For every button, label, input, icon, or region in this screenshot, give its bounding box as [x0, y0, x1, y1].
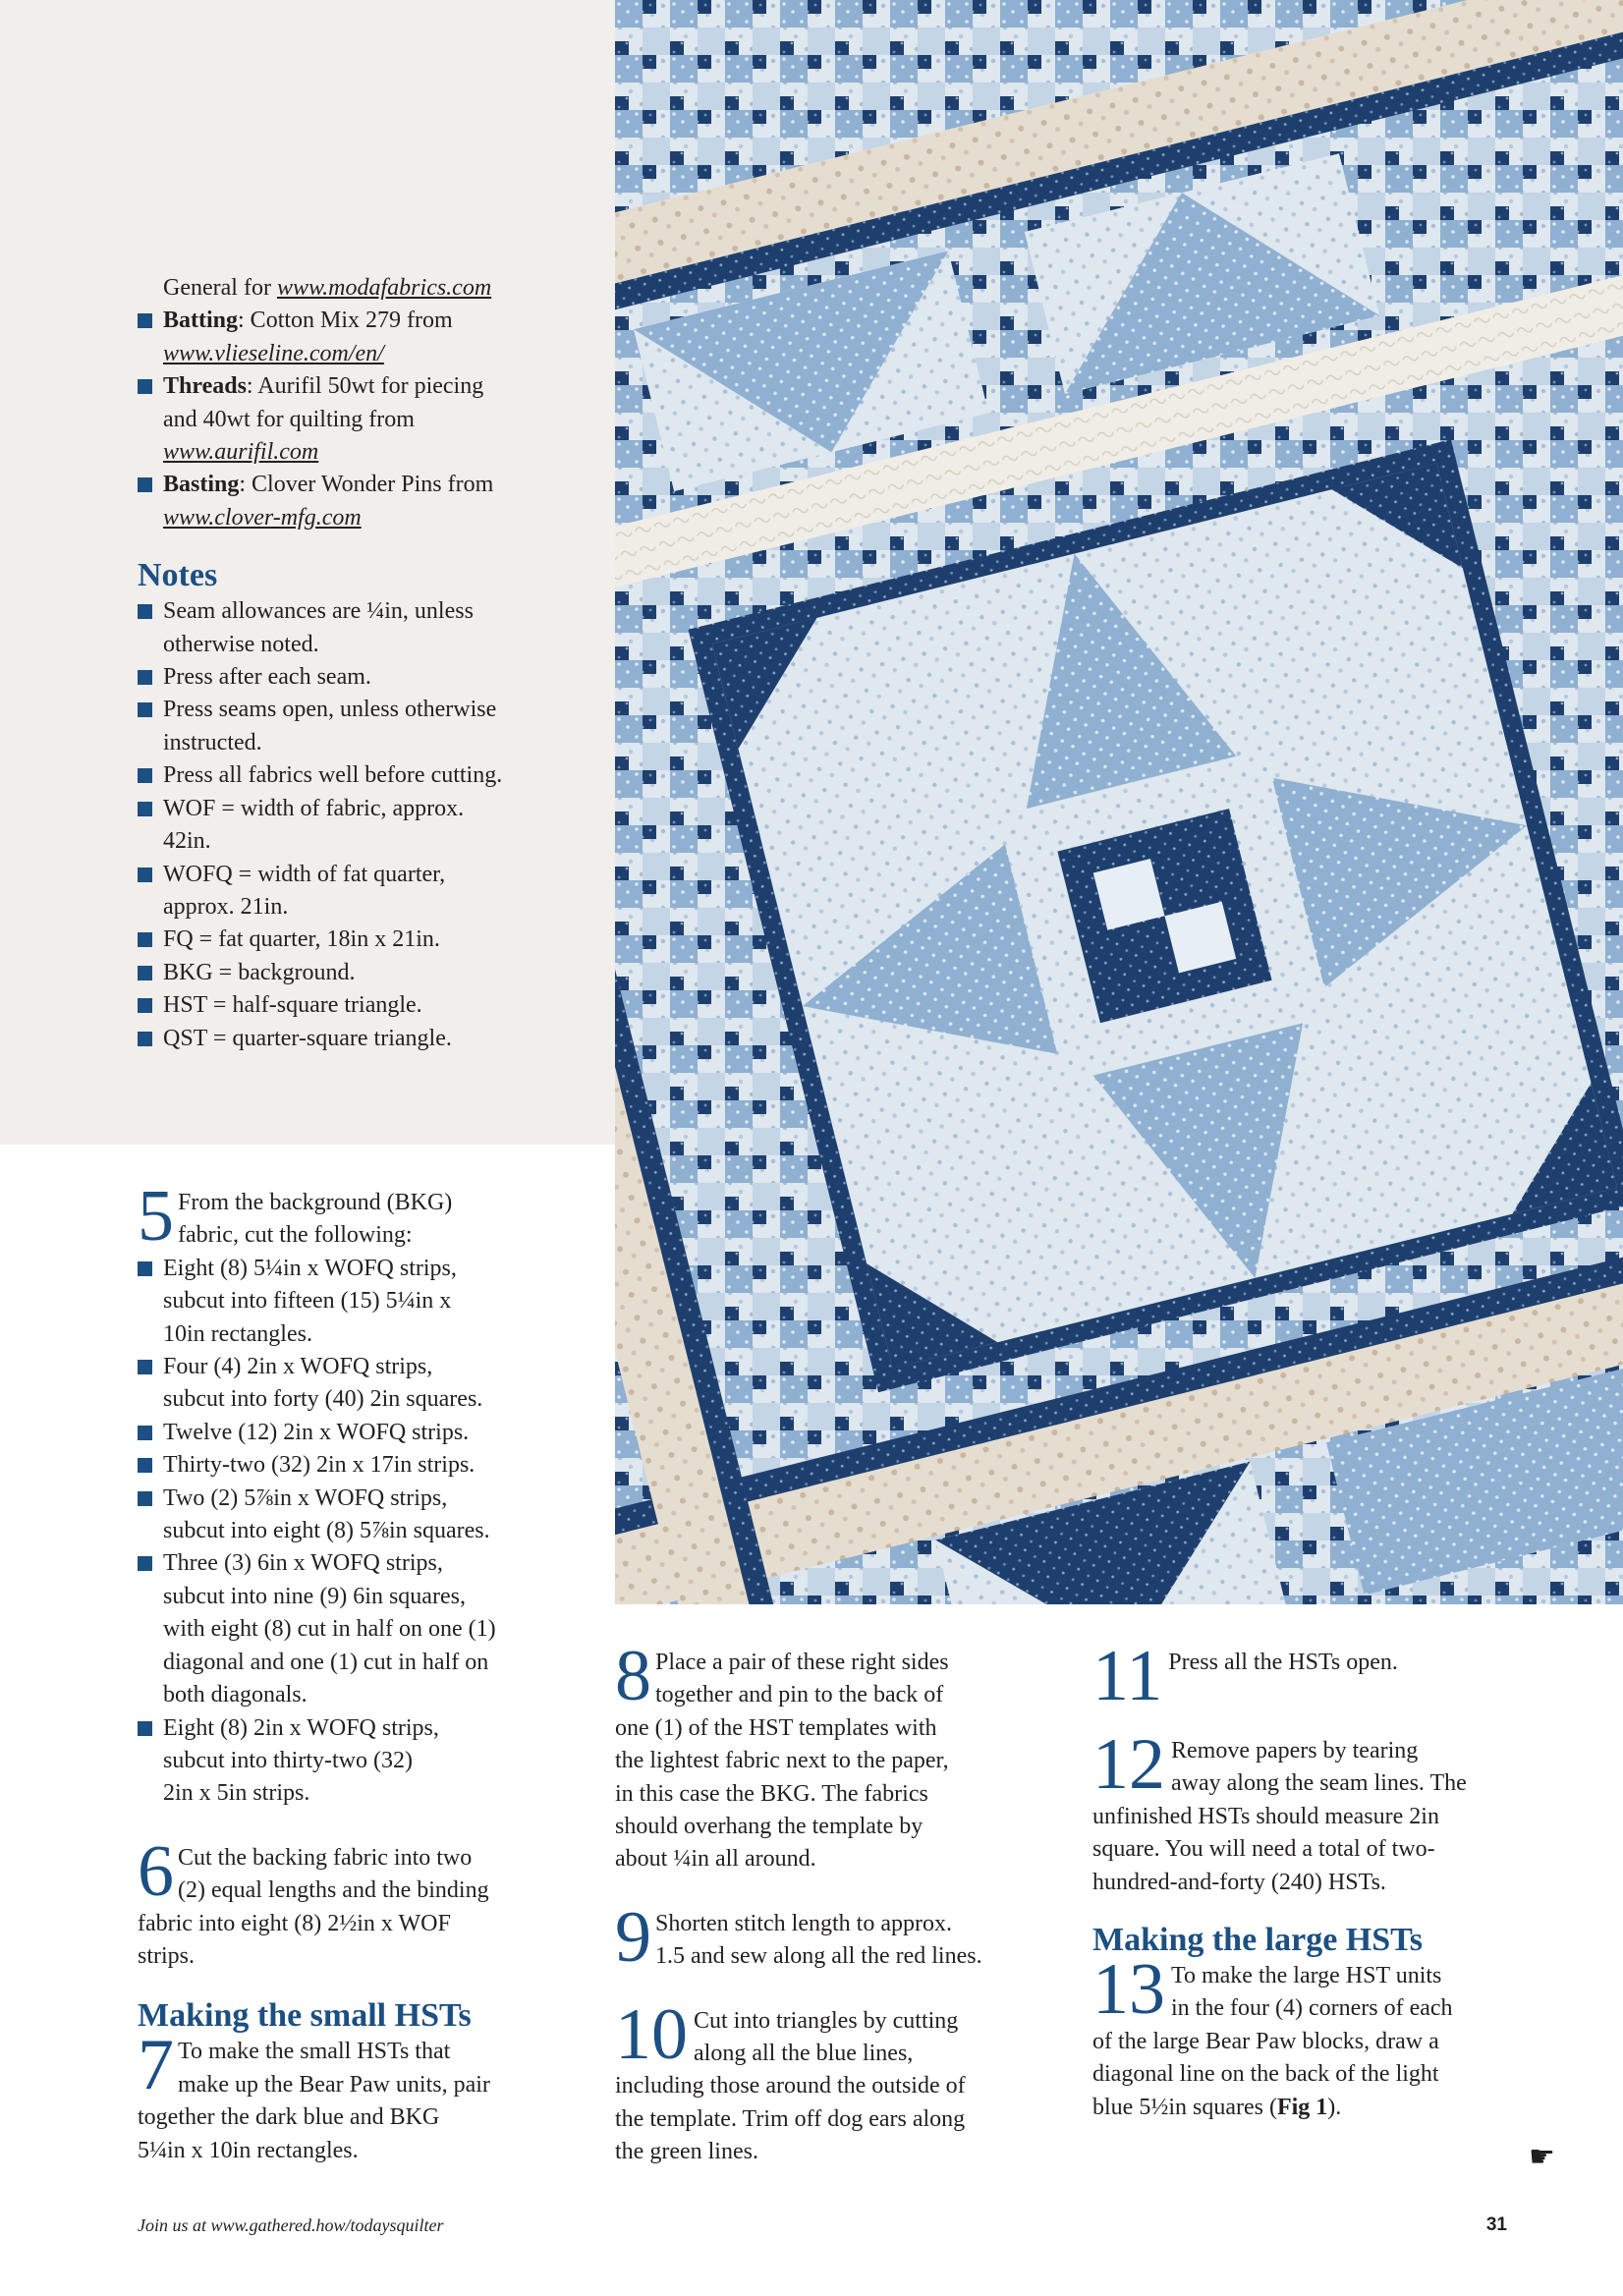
- note-item: instructed.: [163, 729, 262, 756]
- material-general: [138, 272, 580, 305]
- step-12-line: square. You will need a total of two-: [1092, 1836, 1435, 1863]
- step-5-line: From the background (BKG): [178, 1190, 453, 1215]
- batting-label: Batting: [163, 308, 239, 334]
- step-7-number: 7: [138, 2025, 174, 2106]
- step-10-number: 10: [615, 1993, 688, 2075]
- note-item: WOFQ = width of fat quarter,: [138, 859, 580, 891]
- step-5-item: with eight (8) cut in half on one (1): [163, 1616, 496, 1643]
- note-item: QST = quarter-square triangle.: [138, 1023, 580, 1055]
- step-8-line: in this case the BKG. The fabrics: [615, 1780, 928, 1807]
- note-item: Press all fabrics well before cutting.: [138, 759, 580, 792]
- step-13-line: of the large Bear Paw blocks, draw a: [1092, 2028, 1439, 2054]
- step-6: [138, 1830, 580, 1974]
- step-6-line: Cut the backing fabric into two: [178, 1844, 473, 1871]
- step-5-item: subcut into thirty-two (32): [163, 1747, 413, 1773]
- material-threads: [138, 370, 580, 403]
- step-5-item: diagonal and one (1) cut in half on: [163, 1649, 489, 1675]
- step-12-line: away along the seam lines. The: [1171, 1770, 1467, 1797]
- step-5-item: subcut into fifteen (15) 5¼in x: [163, 1288, 452, 1315]
- large-hsts-heading: Making the large HSTs: [1092, 1922, 1423, 1959]
- step-12-number: 12: [1092, 1724, 1165, 1805]
- step-5-list: [138, 1253, 580, 1811]
- right-steps-column: [1092, 1636, 1515, 2124]
- step-5-item: Two (2) 5⅞in x WOFQ strips,: [138, 1483, 580, 1515]
- note-item: FQ = fat quarter, 18in x 21in.: [138, 924, 580, 956]
- step-8-line: Place a pair of these right sides: [655, 1650, 949, 1675]
- step-9-line: Shorten stitch length to approx.: [655, 1910, 952, 1936]
- notes-list: [138, 595, 580, 1055]
- step-7-line: together the dark blue and BKG: [138, 2104, 440, 2131]
- basting-text: : Clover Wonder Pins from: [239, 472, 494, 498]
- left-steps-column: [138, 1176, 580, 2167]
- step-6-number: 6: [138, 1830, 174, 1912]
- step-12-line: hundred-and-forty (240) HSTs.: [1092, 1869, 1386, 1895]
- step-6-line: strips.: [138, 1942, 196, 1969]
- note-item: WOF = width of fabric, approx.: [138, 793, 580, 825]
- step-10-line: Cut into triangles by cutting: [694, 2007, 959, 2034]
- threads-label: Threads: [163, 373, 247, 400]
- step-5-item: Eight (8) 2in x WOFQ strips,: [138, 1712, 580, 1745]
- moda-link[interactable]: www.modafabrics.com: [276, 275, 492, 301]
- note-item: HST = half-square triangle.: [138, 989, 580, 1022]
- page-number: 31: [1485, 2214, 1507, 2235]
- threads-text-2: and 40wt for quilting from: [163, 406, 415, 432]
- step-8-line: together and pin to the back of: [655, 1682, 944, 1708]
- step-10-line: the template. Trim off dog ears along: [615, 2105, 966, 2132]
- fig-1-reference: Fig 1: [1276, 2094, 1328, 2120]
- step-7: [138, 2025, 580, 2167]
- aurifil-link[interactable]: www.aurifil.com: [163, 439, 319, 466]
- step-12-line: Remove papers by tearing: [1171, 1738, 1419, 1764]
- step-5: [138, 1176, 580, 1811]
- quilt-photo: [615, 0, 1623, 1604]
- step-13: [1092, 1949, 1515, 2124]
- batting-text: : Cotton Mix 279 from: [238, 308, 453, 334]
- note-item: Seam allowances are ¼in, unless: [138, 595, 580, 628]
- step-5-item: Four (4) 2in x WOFQ strips,: [138, 1351, 580, 1383]
- step-12-line: unfinished HSTs should measure 2in: [1092, 1803, 1439, 1829]
- step-12: [1092, 1724, 1515, 1899]
- step-10-line: the green lines.: [615, 2139, 758, 2165]
- note-item: BKG = background.: [138, 957, 580, 989]
- step-9: [615, 1896, 1057, 1978]
- clover-link[interactable]: www.clover-mfg.com: [163, 504, 362, 531]
- step-11-number: 11: [1092, 1636, 1163, 1716]
- step-11: [1092, 1636, 1515, 1716]
- step-8-line: should overhang the template by: [615, 1814, 923, 1840]
- small-hsts-heading: Making the small HSTs: [138, 1997, 472, 2035]
- step-5-item: Thirty-two (32) 2in x 17in strips.: [138, 1449, 580, 1482]
- step-13-line: diagonal line on the back of the light: [1092, 2061, 1439, 2088]
- step-5-item: subcut into nine (9) 6in squares,: [163, 1583, 466, 1609]
- basting-label: Basting: [163, 472, 240, 498]
- step-5-number: 5: [138, 1176, 174, 1257]
- material-batting: [138, 305, 580, 337]
- step-11-line: Press all the HSTs open.: [1168, 1650, 1398, 1675]
- pointing-hand-icon: ☛: [1529, 2141, 1555, 2173]
- step-13-line: To make the large HST units: [1171, 1963, 1442, 1989]
- step-5-item: Twelve (12) 2in x WOFQ strips.: [138, 1417, 580, 1449]
- footer-website[interactable]: Join us at www.gathered.how/todaysquilter: [138, 2215, 444, 2235]
- step-10: [615, 1993, 1057, 2169]
- step-5-item: both diagonals.: [163, 1682, 308, 1708]
- step-7-line: 5¼in x 10in rectangles.: [138, 2137, 359, 2163]
- note-item: Press after each seam.: [138, 661, 580, 694]
- threads-text: : Aurifil 50wt for piecing: [246, 373, 484, 400]
- step-9-number: 9: [615, 1896, 651, 1978]
- step-9-line: 1.5 and sew along all the red lines.: [655, 1943, 982, 1970]
- step-5-item: 10in rectangles.: [163, 1320, 312, 1347]
- step-13-line: in the four (4) corners of each: [1171, 1995, 1453, 2022]
- step-5-item: subcut into forty (40) 2in squares.: [163, 1386, 483, 1413]
- step-13-number: 13: [1092, 1949, 1165, 2031]
- materials-list: [138, 272, 580, 1055]
- step-5-item: Three (3) 6in x WOFQ strips,: [138, 1547, 580, 1580]
- notes-heading: Notes: [138, 557, 218, 594]
- material-basting: [138, 469, 580, 501]
- step-8-line: one (1) of the HST templates with: [615, 1714, 937, 1741]
- step-5-line: fabric, cut the following:: [178, 1222, 413, 1249]
- step-6-line: fabric into eight (8) 2½in x WOF: [138, 1910, 451, 1936]
- step-8: [615, 1636, 1057, 1876]
- step-5-item: subcut into eight (8) 5⅞in squares.: [163, 1518, 490, 1544]
- note-item: approx. 21in.: [163, 893, 289, 920]
- step-8-line: about ¼in all around.: [615, 1846, 816, 1873]
- step-5-item: 2in x 5in strips.: [163, 1780, 310, 1807]
- general-text: General for: [163, 275, 277, 301]
- step-7-line: To make the small HSTs that: [178, 2039, 451, 2065]
- step-13-line: blue 5½in squares (Fig 1).: [1092, 2094, 1342, 2120]
- middle-steps-column: [615, 1636, 1057, 2169]
- step-5-item: Eight (8) 5¼in x WOFQ strips,: [138, 1253, 580, 1285]
- step-6-line: (2) equal lengths and the binding: [178, 1877, 489, 1904]
- note-item: 42in.: [163, 828, 211, 855]
- step-8-number: 8: [615, 1636, 651, 1716]
- step-8-line: the lightest fabric next to the paper,: [615, 1748, 949, 1774]
- step-7-line: make up the Bear Paw units, pair: [178, 2071, 490, 2098]
- step-10-line: including those around the outside of: [615, 2073, 966, 2100]
- note-item: otherwise noted.: [163, 631, 319, 657]
- note-item: Press seams open, unless otherwise: [138, 694, 580, 726]
- step-10-line: along all the blue lines,: [694, 2041, 914, 2067]
- vlieseline-link[interactable]: www.vlieseline.com/en/: [163, 340, 384, 366]
